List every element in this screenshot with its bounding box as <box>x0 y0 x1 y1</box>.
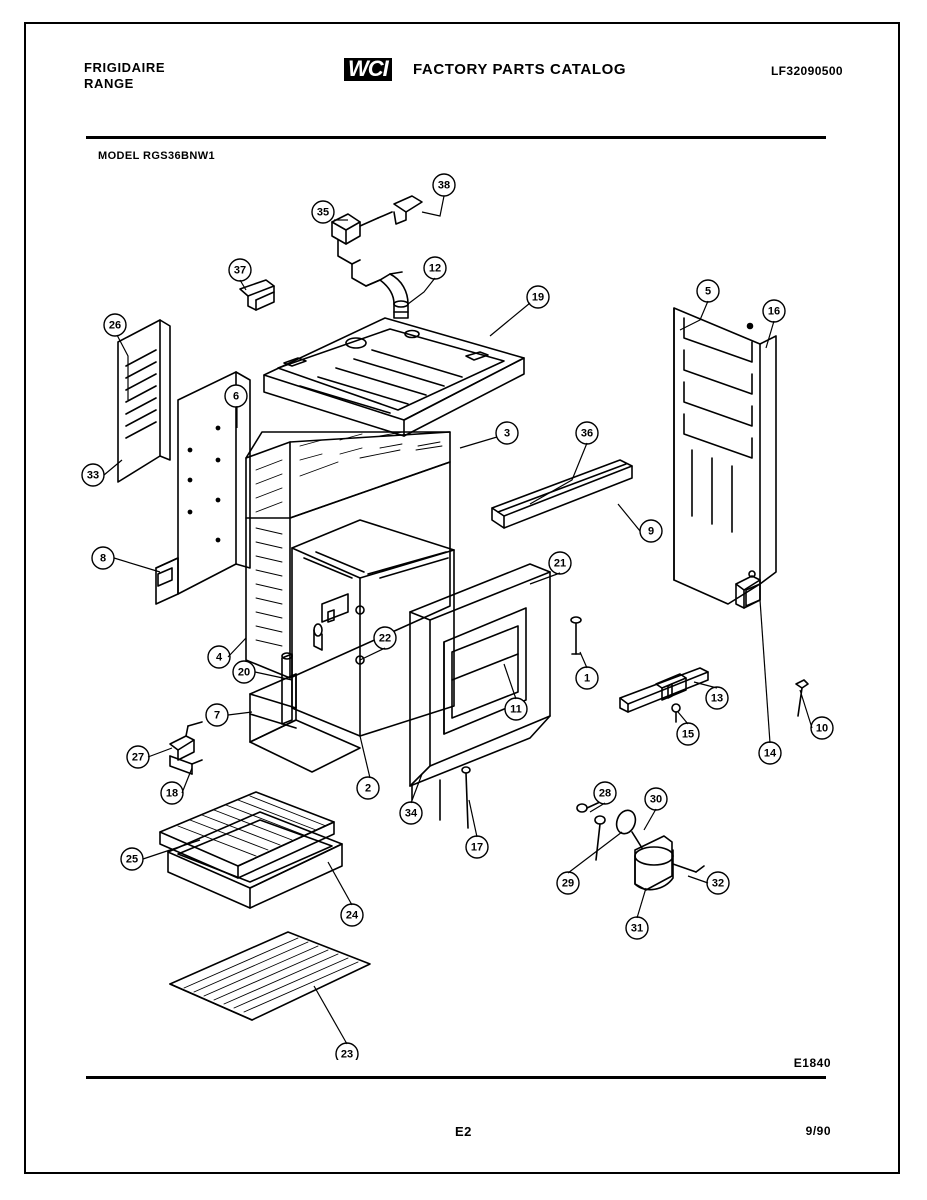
brand-name: FRIGIDAIRE <box>84 60 166 75</box>
callout-label-24: 24 <box>345 909 359 922</box>
callout-label-16: 16 <box>767 305 781 318</box>
callout-label-34: 34 <box>404 807 418 820</box>
callout-label-25: 25 <box>125 853 139 866</box>
document-id: LF32090500 <box>770 64 843 78</box>
callout-label-29: 29 <box>561 877 575 890</box>
callout-label-17: 17 <box>470 841 484 854</box>
callout-label-28: 28 <box>598 787 612 800</box>
callout-label-7: 7 <box>213 709 221 722</box>
callout-label-31: 31 <box>630 922 644 935</box>
callout-label-18: 18 <box>165 787 179 800</box>
callout-label-13: 13 <box>710 692 724 705</box>
exploded-parts-diagram <box>60 160 870 1060</box>
callout-label-19: 19 <box>531 291 545 304</box>
callout-label-35: 35 <box>316 206 330 219</box>
callout-label-20: 20 <box>237 666 251 679</box>
callout-label-21: 21 <box>553 557 567 570</box>
footer-divider <box>86 1076 826 1079</box>
callout-label-27: 27 <box>131 751 145 764</box>
callout-label-23: 23 <box>340 1048 354 1060</box>
callout-label-30: 30 <box>649 793 663 806</box>
callout-label-2: 2 <box>364 782 372 795</box>
callout-label-10: 10 <box>815 722 829 735</box>
wci-logo: WCI <box>344 58 392 81</box>
callout-label-4: 4 <box>215 651 223 664</box>
header-divider <box>86 136 826 139</box>
callout-label-8: 8 <box>99 552 107 565</box>
brand-block <box>84 60 165 92</box>
model-line: MODEL RGS36BNW1 <box>98 150 216 162</box>
callout-label-6: 6 <box>232 390 240 403</box>
brand-category: RANGE <box>84 76 134 91</box>
callout-label-11: 11 <box>510 703 522 716</box>
callout-label-26: 26 <box>108 319 122 332</box>
date-code: 9/90 <box>805 1124 831 1138</box>
page-number: E2 <box>455 1124 472 1139</box>
callout-label-5: 5 <box>704 285 712 298</box>
callout-label-14: 14 <box>763 747 777 760</box>
callout-label-38: 38 <box>437 179 451 192</box>
catalog-title: FACTORY PARTS CATALOG <box>413 61 627 78</box>
callout-label-15: 15 <box>681 728 695 741</box>
figure-code: E1840 <box>793 1056 831 1070</box>
callout-label-33: 33 <box>86 469 100 482</box>
callout-label-9: 9 <box>647 525 655 538</box>
callout-label-36: 36 <box>580 427 594 440</box>
callout-label-3: 3 <box>503 427 511 440</box>
callout-label-1: 1 <box>583 672 591 685</box>
callout-label-32: 32 <box>711 877 725 890</box>
callout-label-12: 12 <box>428 262 442 275</box>
callout-label-22: 22 <box>378 632 392 645</box>
callout-label-37: 37 <box>233 264 247 277</box>
